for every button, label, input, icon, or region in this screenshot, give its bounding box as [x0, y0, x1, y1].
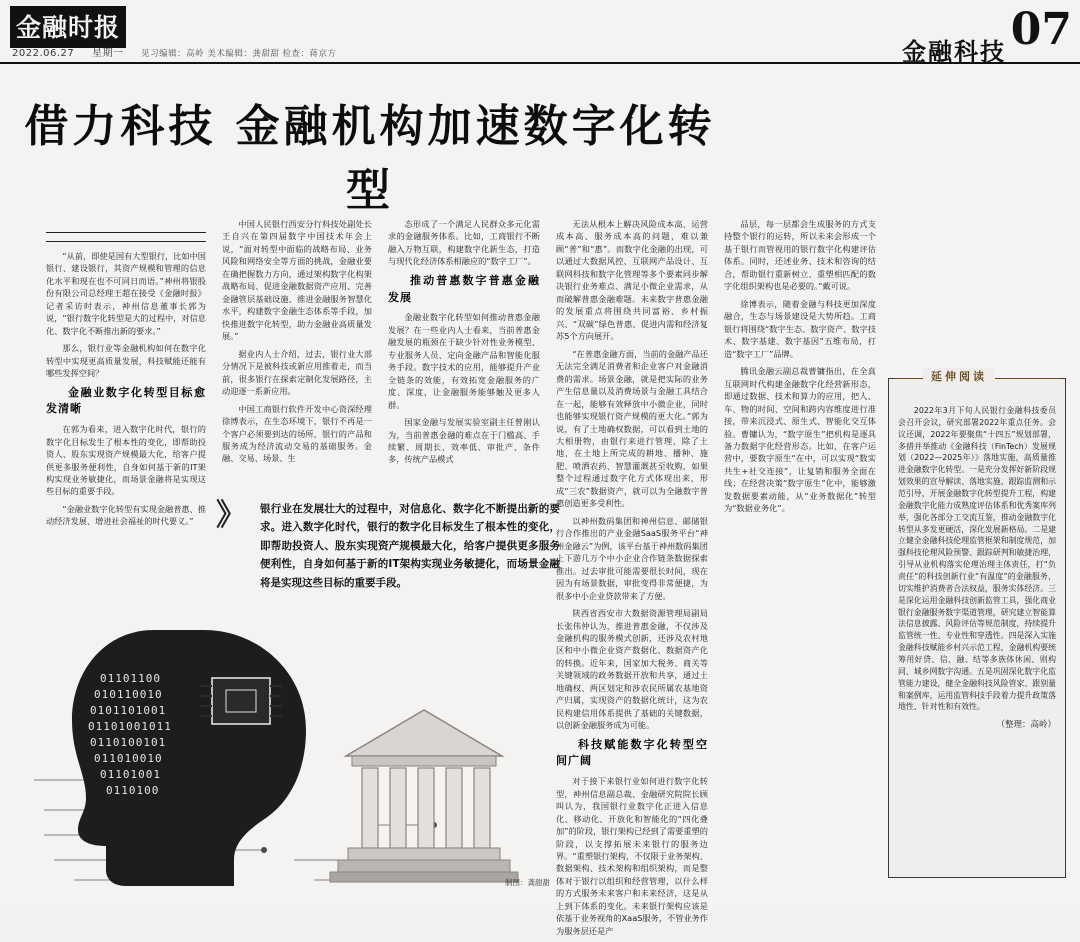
paragraph: 2022年3月下旬人民银行金融科技委员会召开会议，研究部署2022年重点任务。会议还调，2022年要聚焦“十四五”规划部署，多措并举推动《金融科技（FinTech）发展规划（2022—2025年）》落地实施，高质量推进金融数字化转型。一是充分发挥好新阶段规划效果的宣导解读、落地实施、跟踪监测和示范引导，开展金融数字化转型提升工程，构建金融数字化能力成熟度评估体系和优秀案库列举，强化各部分工交流互鉴，推动金融数字化转型从多发更硬活，深化发展新格局。二是建立健全金融科技伦理监管框架和制度规范，加强科技伦理风险预警、跟踪研判和敏捷治理，引导从业机构落实伦理治理主体责任，打“负责任”的科技创新行业“有温度”的金融服务，切实维护消费者合法权益，服务实体经济。三是深化运用金融科技创新监管工具，强化商业银行金融服务数字渠道管理，研究建立智能算法信息披露、风险评估等规范制度，持续提升监管统一性、专业性和穿透性。四是深入实施金融科技赋能乡村兴示范工程，金融机构要统筹用好贷、信、融、结等多族体休闲、则构同、城乡网数字沟通。五是巩固深化数字化监管能力建设，健全金融科技风险管家、跟别量和案例库，运用监管科技手段着力提升政策落地性、针对性和有效性。 [898, 406, 1056, 712]
paragraph: 中国人民银行西安分行科技处副处长王自兴在第四届数字中国技术年会上说，“面对转型中面临的战略布局、业务风险和网络安全等方面的挑战，金融业要在确把握数力方向，通过架构数字化构架战略布局、促进金融数据资产应用、完善金融管层基础设施、推进金融服务智慧化水平，构建数字金融生态体系等手段，加快推进数字化转型，助力金融业高质量发展。” [222, 219, 372, 342]
paragraph: “在普惠金融方面，当前的金融产品还无法完全满足消费者和企业客户对金融消费的需求。场景金融，就是把实际的业务产生信息量以及消费场景与金融工具结合在一起，能够有效释放中小微企业，同时也能够实现银行资产规模的更大化。”郭为说，有了土地确权数据，可以看到土地的大相册物，由银行来进行管理，除了土地，在土地上所完成的耕地、播种、施肥、喷洒农药、智慧灌溉甚至收购，如果整个过程通过数字化方式体现出来，形成“三农”数据资产，就可以为全融数字普惠创造更多受利性。 [556, 348, 708, 509]
publish-date: 2022.06.27 [12, 48, 75, 59]
paragraph: 对于接下来银行业如何进行数字化转型，神州信息副总裁、金融研究院院长顾叫认为，我国银行业数字化正进入信息化、移动化、开放化和智能化的“四化叠加”的阶段，银行架构已经到了需要重塑的阶段，以支撑拓展未来银行的服务边界。“重塑银行架构，不仅限于业务架构、数据架构、技术架构和组织架构，而是整体对于银行以组织和经营管理，以什么样的方式服务未来客户和未来经济，这是从上到下体系的变化。未来银行架构应该是依基于业务视角的XaaS服务，不管业务作为服务层还是产 [556, 776, 708, 936]
subheading: 科技赋能数字化转型空间广阔 [556, 737, 708, 768]
weekday: 星期一 [91, 48, 124, 59]
masthead-meta [12, 44, 351, 59]
svg-text:0110100101: 0110100101 [90, 736, 167, 749]
sidebar-signature: （整理：高岭） [996, 720, 1056, 731]
svg-text:010110010: 010110010 [94, 688, 163, 701]
illustration-svg [34, 560, 554, 890]
svg-text:01101001: 01101001 [100, 768, 161, 781]
article-column-3 [388, 218, 540, 471]
svg-text:01101100: 01101100 [100, 672, 161, 685]
paragraph: 国家金融与发展实验室副主任曾刚认为，当前普惠金融的难点在于门槛高、手续繁、周期长、效率低、审批产、条件多，传统产品模式 [388, 417, 540, 465]
paragraph: 徐博表示，随着金融与科技更加深度融合，生态与场景建设是大势所趋。工商银行将围绕“数字生态、数字资产、数字技术、数字基建、数字基因”五维布局，打造“数字工厂”品牌。 [724, 298, 876, 359]
illustration [34, 560, 554, 890]
paragraph: “从前，即使是国有大型银行，比如中国银行、建设银行，其资产规模和管理的信息化水平和现在也不可同日而语。”神州将银股份有限公司总经理王超在接受《金融时报》记者采访时表示，神州信息董事长郭为说，“银行数字化转型是大的过程中，对信息化、数字化不断推出新的要求。” [46, 251, 206, 336]
sidebar-title: 延伸阅读 [923, 368, 995, 384]
paragraph: 无法从根本上解决风险成本高、运营成本高、服务成本高的问题，难以兼顾“普”和“惠”。而数字化金融的出现，可以通过大数据风控、互联网产品设计、互联网科技和数字化管理等多个要素同步解决银行业务难点、满足小微企业需求，从而破解普惠金融难题。未来数字普惠金融的发展重点将围绕共同富裕、乡村振兴、“双碳”绿色普惠、促进内需和经济复苏5个方向展开。 [556, 219, 708, 342]
paragraph: 中国工商银行软件开发中心资深经理徐博表示，在生态环境下，银行不再是一个客户必须要到达的场所，银行的产品和服务成为经济流动交易的基础服务。金融、交易、场景、生 [222, 403, 372, 464]
subheading: 推动普惠数字普惠金融发展 [388, 273, 540, 304]
article-column-1 [46, 232, 206, 533]
illustration-credit: 制图：龚甜甜 [505, 878, 550, 887]
newspaper-logo: 金融时报 [10, 6, 126, 48]
subheading: 金融业数字化转型目标愈发清晰 [46, 385, 206, 416]
quote-mark-icon: 》 [216, 498, 246, 533]
microchip-icon [200, 678, 282, 724]
svg-text:01101001011: 01101001011 [88, 720, 172, 733]
sidebar-box [888, 370, 1066, 878]
byline [46, 232, 206, 242]
page-number: 07 [1010, 4, 1072, 55]
svg-text:011010010: 011010010 [94, 752, 163, 765]
paragraph: 那么，银行业等金融机构如何在数字化转型中实现更高质量发展，科技赋能还能有哪些发挥空间？ [46, 343, 206, 379]
paragraph: 金融业数字化转型如何推动普惠金融发展？在一些业内人士看来，当前普惠金融发展的瓶颈在于缺少针对性业务模型、专业服务人员、定向金融产品和智能化服务手段。数字技术的应用，能够提升产业全链条的效能，有效拓宽金融服务的广度、深度，让金融服务能够触及更多人群。 [388, 312, 540, 410]
section-title: 金融科技 [902, 37, 1006, 66]
paragraph: 陕西省西安市大数据资源管理局副局长张伟仲认为，推进普惠金融，不仅涉及金融机构的服务模式创新，还涉及农村地区和中小微企业资产数据化、数据资产化的转换。近年来，国家加大税务、商关等关键领域的政务数据开放和共享，通过土地确权、两区划定和涉农民所属农基地资产归属，实现资产的数据化统计，这为农民构建信用体系提供了基础的关键数据，以创新金融服务成为可能。 [556, 608, 708, 731]
bank-building-icon [330, 710, 518, 882]
article-column-5 [724, 218, 876, 520]
paragraph: 在郭为看来，进入数字化时代，银行的数字化目标发生了根本性的变化，即帮助投资人、股东实现资产规模最大化，给客户提供更多服务便利性，自身如何基于新的IT架构实现业务敏捷化，而场景金融将是实现这些目标的重要手段。 [46, 424, 206, 497]
paragraph: 腾讯金融云副总裁曹镛指出，在全真互联网时代构建金融数字化经营新形态，即通过数据、技术和算力的应用，把人、车、物的时间、空间和跨内容维度进行准接，带来沉浸式、原生式、智能化交互体验。曹镛认为，“数字原生”把机构是逐具备力数据字化经营形态。比如，在客户运营中，要数字原生“在中，可以实现“数实共生+社交连接”，让复销和服务全面在线；在经营决策“数字原生”化中，能够激发数据要素动能，从“业务数据化”转型为“数据业务化”。 [724, 366, 876, 514]
paragraph: 据业内人士介绍，过去，银行业大部分情况下是被科技或新应用推着走，而当前，很多银行在探索定制化发展路径，主动迎逐一系新应用。 [222, 348, 372, 397]
sidebar-body [898, 405, 1056, 732]
article-headline: 借力科技 金融机构加速数字化转型 [24, 101, 716, 216]
article-column-2 [222, 218, 372, 470]
paragraph: “金融业数字化转型有实现金融普惠、推动经济发展、增进社会福祉的时代要义。” [46, 503, 206, 527]
svg-text:0110100: 0110100 [106, 784, 160, 797]
masthead [0, 0, 1080, 64]
paragraph: 以神州数码集团和神州信息、邮储银行合作推出的产业金融SaaS服务平台“神州金融云”为例，该平台基于神州数码集团上下游几万个中小企业合作链条数据探索推出。过去审批可能需要很长时间，现在因为有场景数据，审批变得非常便捷，为很多中小企业贷款带来了方便。 [556, 515, 708, 601]
editor-credits: 见习编辑：高岭 美术编辑：龚甜甜 检查：蒋京方 [141, 49, 337, 59]
paragraph: 态形成了一个满足人民群众多元化需求的金融服务体系。比如，工商银行不断融入万物互联，构建数字化新生态，打造与现代化经济体系相融应的“数字工厂”。 [388, 219, 540, 267]
paragraph: 品层，每一层都会生成服务的方式支持整个银行的运转，所以未来会形成一个基于银行而管视用的银行数字化构建评估体系。同时，还述业务、技术和咨询的结合，帮助银行重新树立、重塑相匹配的数字化组织架构也是必要的。”戴可说。 [724, 219, 876, 292]
pull-quote-text: 银行业在发展壮大的过程中，对信息化、数字化不断提出新的要求。进入数字化时代，银行的数字化目标发生了根本性的变化，即帮助投资人、股东实现资产规模最大化，给客户提供更多服务便利性，自身如何基于新的IT架构实现业务敏捷化，而场景金融将是实现这些目标的重要手段。 [260, 503, 560, 589]
article-column-4 [556, 218, 708, 942]
svg-text:0101101001: 0101101001 [90, 704, 167, 717]
